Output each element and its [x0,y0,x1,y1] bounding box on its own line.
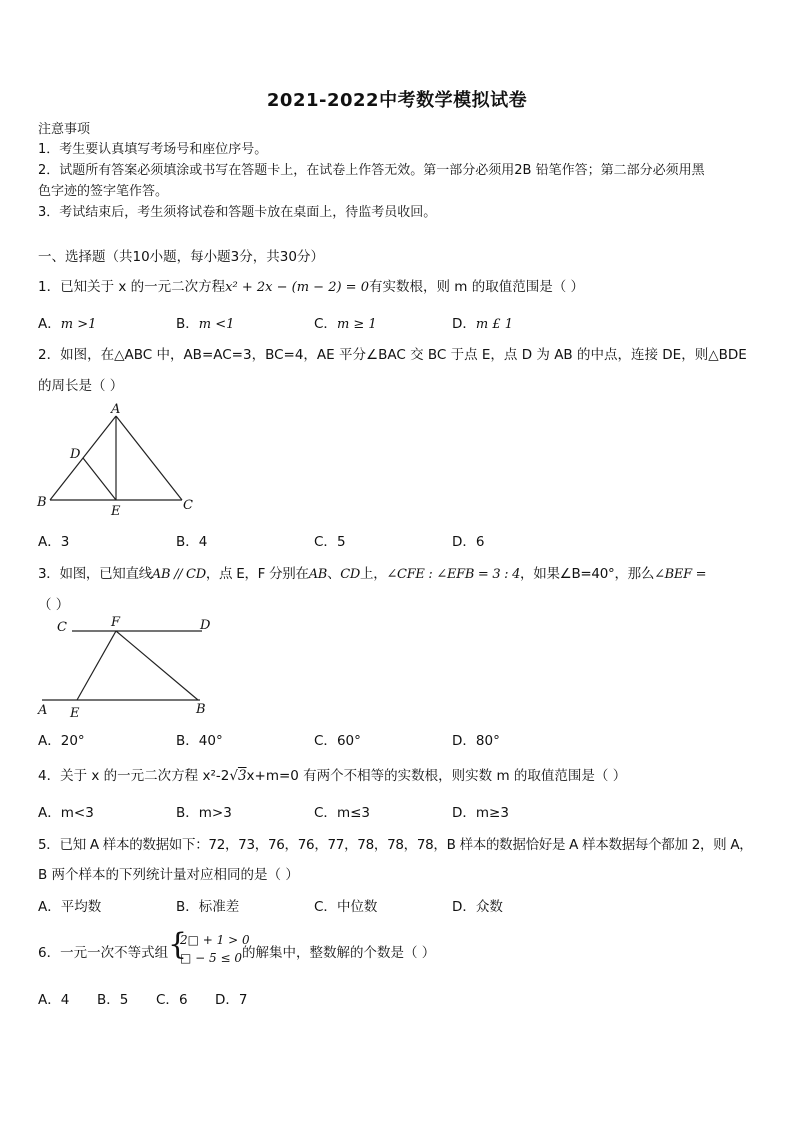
q6-suffix: 的解集中，整数解的个数是（ ） [242,945,436,961]
label-e: E [70,706,80,721]
label-a: A [111,402,121,417]
q1-equation: x² + 2x − (m − 2) = 0 [225,280,369,295]
triangle-figure-q2 [30,398,200,520]
sqrt-symbol: √ [229,768,238,784]
question-4: 4．关于 x 的一元二次方程 x²-2√3x+m=0 有两个不相等的实数根，则实数 m 的取值范围是（ ） [38,768,627,784]
q1-option-c[interactable]: C．m ≥ 1 [314,316,377,332]
q5-option-c[interactable]: C．中位数 [314,899,378,915]
q2-option-d[interactable]: D．6 [452,534,485,550]
label-a: A [38,703,48,718]
q4-option-d[interactable]: D．m≥3 [452,805,509,821]
brace-symbol: { [168,927,188,962]
q6-option-c[interactable]: C．6 [156,992,188,1008]
question-1 [38,275,584,295]
q6-option-a[interactable]: A．4 [38,992,70,1008]
label-d: D [200,618,211,633]
q3-option-d[interactable]: D．80° [452,733,500,749]
q6-inequality-2: □ − 5 ≤ 0 [180,951,242,965]
q5-line1: 5．已知 A 样本的数据如下：72，73，76，76，77，78，78，78，B 样本的数据恰好是 A 样本数据每个都加 2，则 A， [38,837,753,853]
label-b: B [37,495,47,510]
label-b: B [196,702,206,717]
label-c: C [183,498,193,513]
q6-prefix: 6．一元一次不等式组 [38,945,169,961]
q4-option-b[interactable]: B．m>3 [176,805,232,821]
question-3: 3．如图，已知直线AB // CD，点 E，F 分别在AB、CD上，∠CFE : ∠EFB = 3 : 4，如果∠B=40°，那么∠BEF = [38,566,707,582]
q5-line2: B 两个样本的下列统计量对应相同的是（ ） [38,867,299,883]
q1-option-a[interactable]: A．m >1 [38,316,97,332]
q3-option-a[interactable]: A．20° [38,733,85,749]
q3-option-b[interactable]: B．40° [176,733,223,749]
q6-inequality-1: 2□ + 1 > 0 [180,933,250,947]
q1-prefix: 1．已知关于 x 的一元二次方程 [38,279,226,295]
notice-item: 1．考生要认真填写考场号和座位序号。 [38,142,268,157]
parallel-lines-figure-q3 [30,612,220,722]
q3-option-c[interactable]: C．60° [314,733,361,749]
q4-option-a[interactable]: A．m<3 [38,805,94,821]
segment-de [83,458,116,500]
section-heading: 一、选择题（共10小题，每小题3分，共30分） [38,249,324,265]
q2-option-a[interactable]: A．3 [38,534,70,550]
notice-item: 3．考试结束后，考生须将试卷和答题卡放在桌面上，待监考员收回。 [38,205,437,220]
page-title: 2021-2022中考数学模拟试卷 [266,90,528,111]
notice-item: 2．试题所有答案必须填涂或书写在答题卡上，在试卷上作答无效。第一部分必须用2B 铅笔作答；第二部分必须用黑 [38,163,705,178]
q6-option-b[interactable]: B．5 [97,992,129,1008]
q6-option-d[interactable]: D．7 [215,992,248,1008]
q2-option-c[interactable]: C．5 [314,534,346,550]
q1-suffix: 有实数根，则 m 的取值范围是（ ） [368,279,584,295]
segment-fe [77,631,116,700]
segment-fb [116,631,198,700]
q5-option-b[interactable]: B．标准差 [176,899,240,915]
q3-line2: （ ） [38,597,70,613]
label-d: D [70,447,81,462]
q2-line1: 2．如图，在△ABC 中，AB=AC=3，BC=4，AE 平分∠BAC 交 BC 于点 E，点 D 为 AB 的中点，连接 DE，则△BDE [38,347,747,363]
notice-item: 色字迹的签字笔作答。 [38,184,169,199]
q5-option-d[interactable]: D．众数 [452,899,503,915]
q2-option-b[interactable]: B．4 [176,534,208,550]
notice-heading: 注意事项 [38,122,91,137]
q4-option-c[interactable]: C．m≤3 [314,805,370,821]
q2-line2: 的周长是（ ） [38,378,124,394]
q1-option-b[interactable]: B．m <1 [176,316,235,332]
q1-option-d[interactable]: D．m £ 1 [452,316,514,332]
segment-ac [116,416,182,500]
label-e: E [111,504,121,519]
label-f: F [111,615,121,630]
label-c: C [57,620,67,635]
q5-option-a[interactable]: A．平均数 [38,899,102,915]
